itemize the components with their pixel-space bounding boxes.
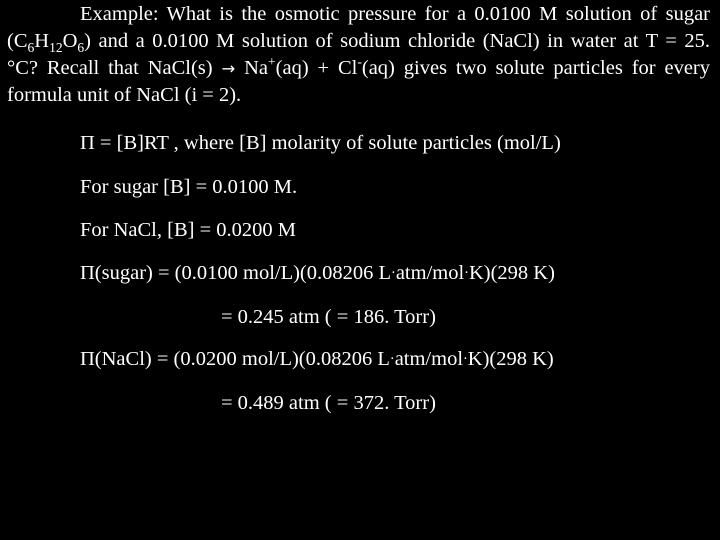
hydrogen-letter: H [34, 30, 50, 52]
sugar-result-line: = 0.245 atm ( = 186. Torr) [221, 306, 436, 328]
middle-dot-3: · [389, 351, 395, 367]
sugar-calc-part-3: K)(298 K) [468, 262, 555, 285]
nacl-calculation-line [80, 346, 554, 373]
nacl-calc-part-1: Π(NaCl) = (0.0200 mol/L)(0.08206 L [80, 348, 390, 371]
intro-text-2: ) and a 0.0100 M solution of sodium chloride (NaCl) in water at T = 25. °C? Recall that NaCl(s) [7, 30, 710, 79]
carbon-subscript: 6 [27, 40, 35, 56]
intro-text-1: Example: What is the osmotic pressure for a 0.0100 M solution of sugar (C [7, 3, 710, 52]
intro-text-5: (aq) gives two solute particles for every formula unit of NaCl (i = 2). [7, 57, 711, 106]
sugar-calc-part-1: Π(sugar) = (0.0100 mol/L)(0.08206 L [80, 262, 392, 285]
hydrogen-subscript: 12 [49, 40, 63, 56]
sugar-calculation-line [80, 260, 555, 287]
osmotic-formula-line: Π = [B]RT , where [B] molarity of solute particles (mol/L) [80, 132, 561, 154]
sugar-calc-part-2: atm/mol [395, 262, 465, 285]
middle-dot-4: · [463, 351, 468, 367]
right-arrow-icon: → [221, 59, 236, 78]
nacl-result-line: = 0.489 atm ( = 372. Torr) [221, 392, 436, 414]
minus-charge: - [357, 54, 362, 70]
nacl-calc-part-2: atm/mol [394, 348, 464, 371]
sugar-concentration-line: For sugar [B] = 0.0100 M. [80, 176, 298, 198]
middle-dot-1: · [391, 265, 396, 281]
nacl-concentration-line: For NaCl, [B] = 0.0200 M [80, 219, 296, 241]
example-paragraph [7, 1, 710, 109]
nacl-calc-part-3: K)(298 K) [467, 348, 554, 371]
intro-text-3: Na [235, 57, 269, 79]
oxygen-letter: O [62, 30, 78, 52]
plus-charge: + [268, 54, 276, 70]
middle-dot-2: · [464, 265, 469, 281]
oxygen-subscript: 6 [77, 40, 85, 56]
intro-text-4: (aq) + Cl [275, 57, 358, 79]
